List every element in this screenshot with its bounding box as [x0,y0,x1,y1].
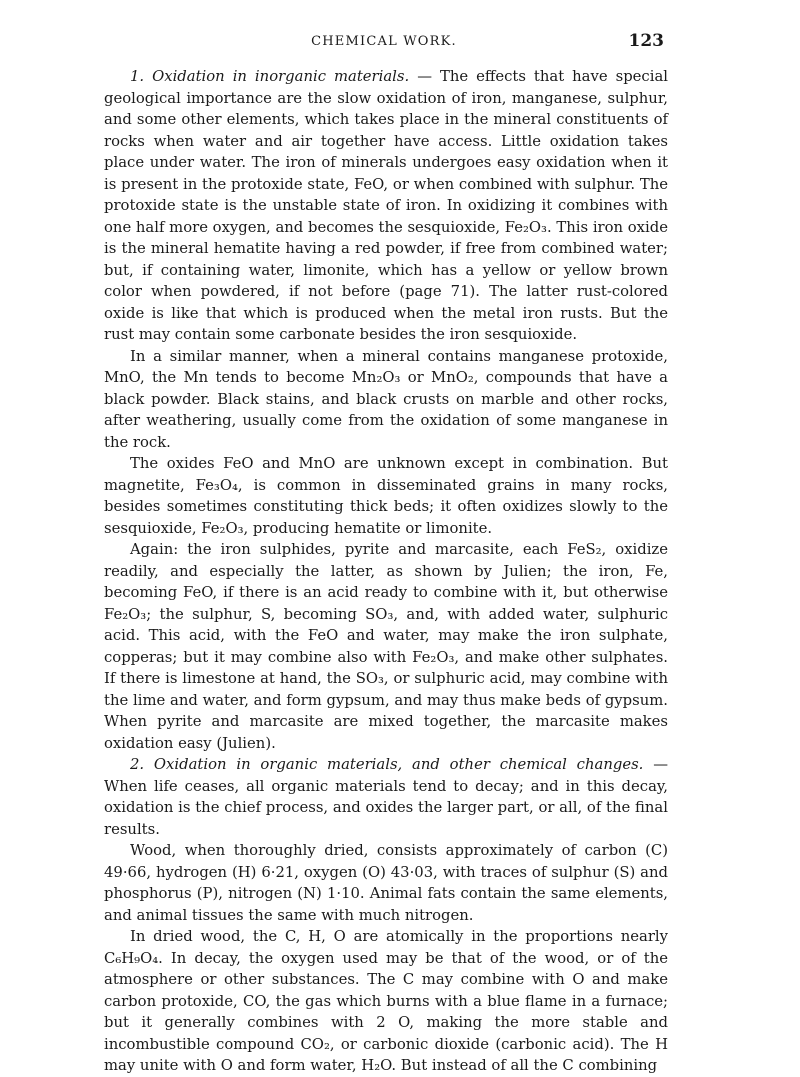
paragraph-text: — When life ceases, all organic materials tend to decay; and in this decay, oxidation is the chief process, and oxides the larger part, or all, of the final results. [104,756,668,838]
paragraph-text: Again: the iron sulphides, pyrite and marcasite, each FeS₂, oxidize readily, and especially the latter, as shown by Julien; the iron, Fe, becoming FeO, if there is an acid ready to combine with it, but otherwise Fe₂O₃; the sulphur, S, becoming SO₃, and, with added water, sulphuric acid. This acid, with the FeO and water, may make the iron sulphate, copperas; but it may combine also with Fe₂O₃, and make other sulphates. If there is limestone at hand, the SO₃, or sulphuric acid, may combine with the lime and water, and form gypsum, and may thus make beds of gypsum. When pyrite and marcasite are mixed together, the marcasite makes oxidation easy (Julien). [104,541,668,752]
paragraph [104,66,668,346]
paragraph [104,840,668,926]
running-head: CHEMICAL WORK. [311,34,457,49]
paragraph-text: — The effects that have special geological importance are the slow oxidation of iron, manganese, sulphur, and some other elements, which takes place in the mineral constituents of rocks when water and air together have access. Little oxidation takes place under water. The iron of minerals undergoes easy oxidation when it is present in the protoxide state, FeO, or when combined with sulphur. The protoxide state is the unstable state of iron. In oxidizing it combines with one half more oxygen, and becomes the sesquioxide, Fe₂O₃. This iron oxide is the mineral hematite having a red powder, if free from combined water; but, if containing water, limonite, which has a yellow or yellow brown color when powdered, if not before (page 71). The latter rust-colored oxide is like that which is produced when the metal iron rusts. But the rust may contain some carbonate besides the iron sesquioxide. [104,68,668,343]
paragraph [104,453,668,539]
page-number: 123 [628,31,664,51]
paragraph [104,754,668,840]
paragraph [104,539,668,754]
body-text [104,66,668,1077]
paragraph-text: In dried wood, the C, H, O are atomically in the proportions nearly C₆H₉O₄. In decay, the oxygen used may be that of the wood, or of the atmosphere or other substances. The C may combine with O and make carbon protoxide, CO, the gas which burns with a blue flame in a furnace; but it generally combines with 2 O, making the more stable and incombustible compound CO₂, or carbonic dioxide (carbonic acid). The H may unite with O and form water, H₂O. But instead of all the C combining [104,928,668,1074]
paragraph-text: In a similar manner, when a mineral contains manganese protoxide, MnO, the Mn tends to become Mn₂O₃ or MnO₂, compounds that have a black powder. Black stains, and black crusts on marble and other rocks, after weathering, usually come from the oxidation of some manganese in the rock. [104,347,668,451]
page-header [104,31,664,56]
paragraph-text: The oxides FeO and MnO are unknown except in combination. But magnetite, Fe₃O₄, is common in disseminated grains in many rocks, besides sometimes constituting thick beds; it often oxidizes slowly to the sesquioxide, Fe₂O₃, producing hematite or limonite. [104,455,668,537]
paragraph-text: Wood, when thoroughly dried, consists approximately of carbon (C) 49·66, hydrogen (H) 6·21, oxygen (O) 43·03, with traces of sulphur (S) and phosphorus (P), nitrogen (N) 1·10. Animal fats contain the same elements, and animal tissues the same with much nitrogen. [104,842,668,924]
paragraph [104,926,668,1077]
section-heading: 2. Oxidation in organic materials, and other chemical changes. [130,756,644,773]
section-heading: 1. Oxidation in inorganic materials. [130,68,410,85]
paragraph [104,346,668,454]
